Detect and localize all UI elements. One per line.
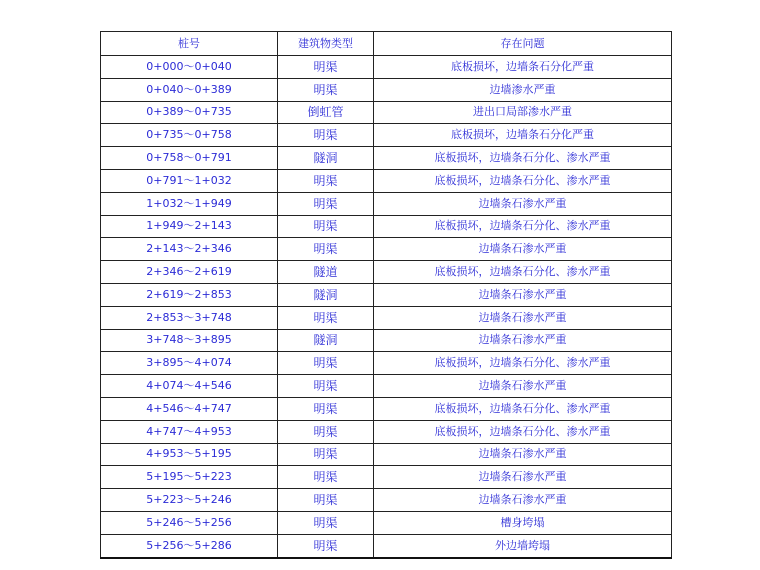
station-cell: 1+032～1+949 <box>101 192 278 215</box>
canal-issues-table <box>100 31 672 559</box>
structure-type-cell: 明渠 <box>278 443 374 466</box>
table-row <box>101 124 672 147</box>
station-cell: 2+619～2+853 <box>101 283 278 306</box>
table-row <box>101 420 672 443</box>
table-row <box>101 306 672 329</box>
issue-cell: 边墙条石渗水严重 <box>374 306 672 329</box>
header-issues: 存在问题 <box>374 32 672 56</box>
table-row <box>101 329 672 352</box>
table-row <box>101 283 672 306</box>
issue-cell: 边墙条石渗水严重 <box>374 489 672 512</box>
table-row <box>101 101 672 124</box>
issue-cell: 边墙条石渗水严重 <box>374 329 672 352</box>
table-row <box>101 56 672 79</box>
issue-cell: 外边墙垮塌 <box>374 534 672 557</box>
table-row <box>101 397 672 420</box>
issue-cell: 底板损坏，边墙条石分化严重 <box>374 124 672 147</box>
issue-cell: 边墙条石渗水严重 <box>374 443 672 466</box>
table-row <box>101 78 672 101</box>
station-cell: 4+747～4+953 <box>101 420 278 443</box>
table-row <box>101 466 672 489</box>
issue-cell: 底板损坏，边墙条石分化严重 <box>374 56 672 79</box>
structure-type-cell: 明渠 <box>278 352 374 375</box>
station-cell: 0+000～0+040 <box>101 56 278 79</box>
station-cell: 5+256～5+286 <box>101 534 278 557</box>
table-row <box>101 534 672 557</box>
table-row <box>101 215 672 238</box>
structure-type-cell: 明渠 <box>278 238 374 261</box>
station-cell: 0+389～0+735 <box>101 101 278 124</box>
structure-type-cell: 隧洞 <box>278 329 374 352</box>
table-row <box>101 238 672 261</box>
station-cell: 0+758～0+791 <box>101 147 278 170</box>
table-row <box>101 147 672 170</box>
station-cell: 0+040～0+389 <box>101 78 278 101</box>
structure-type-cell: 明渠 <box>278 375 374 398</box>
issue-cell: 边墙条石渗水严重 <box>374 466 672 489</box>
structure-type-cell: 明渠 <box>278 78 374 101</box>
issue-cell: 底板损坏，边墙条石分化、渗水严重 <box>374 169 672 192</box>
table-row <box>101 443 672 466</box>
station-cell: 0+735～0+758 <box>101 124 278 147</box>
table-row <box>101 352 672 375</box>
station-cell: 1+949～2+143 <box>101 215 278 238</box>
structure-type-cell: 明渠 <box>278 420 374 443</box>
issue-cell: 底板损坏，边墙条石分化、渗水严重 <box>374 147 672 170</box>
station-cell: 4+074～4+546 <box>101 375 278 398</box>
document-page <box>100 31 671 559</box>
issue-cell: 边墙渗水严重 <box>374 78 672 101</box>
issue-cell: 底板损坏，边墙条石分化、渗水严重 <box>374 215 672 238</box>
table-row <box>101 261 672 284</box>
structure-type-cell: 明渠 <box>278 489 374 512</box>
table-body <box>101 56 672 558</box>
issue-cell: 边墙条石渗水严重 <box>374 192 672 215</box>
structure-type-cell: 明渠 <box>278 169 374 192</box>
structure-type-cell: 明渠 <box>278 215 374 238</box>
table-row <box>101 489 672 512</box>
issue-cell: 进出口局部渗水严重 <box>374 101 672 124</box>
table-header <box>101 32 672 56</box>
station-cell: 5+195～5+223 <box>101 466 278 489</box>
issue-cell: 底板损坏，边墙条石分化、渗水严重 <box>374 261 672 284</box>
structure-type-cell: 明渠 <box>278 511 374 534</box>
issue-cell: 底板损坏，边墙条石分化、渗水严重 <box>374 420 672 443</box>
structure-type-cell: 明渠 <box>278 397 374 420</box>
structure-type-cell: 隧洞 <box>278 147 374 170</box>
station-cell: 4+953～5+195 <box>101 443 278 466</box>
structure-type-cell: 明渠 <box>278 534 374 557</box>
structure-type-cell: 明渠 <box>278 56 374 79</box>
issue-cell: 边墙条石渗水严重 <box>374 375 672 398</box>
header-structure-type: 建筑物类型 <box>278 32 374 56</box>
structure-type-cell: 隧洞 <box>278 283 374 306</box>
station-cell: 0+791～1+032 <box>101 169 278 192</box>
station-cell: 4+546～4+747 <box>101 397 278 420</box>
table-row <box>101 192 672 215</box>
header-row <box>101 32 672 56</box>
issue-cell: 槽身垮塌 <box>374 511 672 534</box>
structure-type-cell: 明渠 <box>278 466 374 489</box>
station-cell: 3+748～3+895 <box>101 329 278 352</box>
issue-cell: 底板损坏，边墙条石分化、渗水严重 <box>374 352 672 375</box>
issue-cell: 边墙条石渗水严重 <box>374 283 672 306</box>
station-cell: 3+895～4+074 <box>101 352 278 375</box>
issue-cell: 边墙条石渗水严重 <box>374 238 672 261</box>
structure-type-cell: 倒虹管 <box>278 101 374 124</box>
issue-cell: 底板损坏，边墙条石分化、渗水严重 <box>374 397 672 420</box>
station-cell: 2+853～3+748 <box>101 306 278 329</box>
structure-type-cell: 明渠 <box>278 306 374 329</box>
header-station: 桩号 <box>101 32 278 56</box>
table-row <box>101 511 672 534</box>
structure-type-cell: 明渠 <box>278 124 374 147</box>
station-cell: 5+246～5+256 <box>101 511 278 534</box>
structure-type-cell: 明渠 <box>278 192 374 215</box>
station-cell: 2+346～2+619 <box>101 261 278 284</box>
station-cell: 2+143～2+346 <box>101 238 278 261</box>
table-row <box>101 169 672 192</box>
table-row <box>101 375 672 398</box>
station-cell: 5+223～5+246 <box>101 489 278 512</box>
structure-type-cell: 隧道 <box>278 261 374 284</box>
